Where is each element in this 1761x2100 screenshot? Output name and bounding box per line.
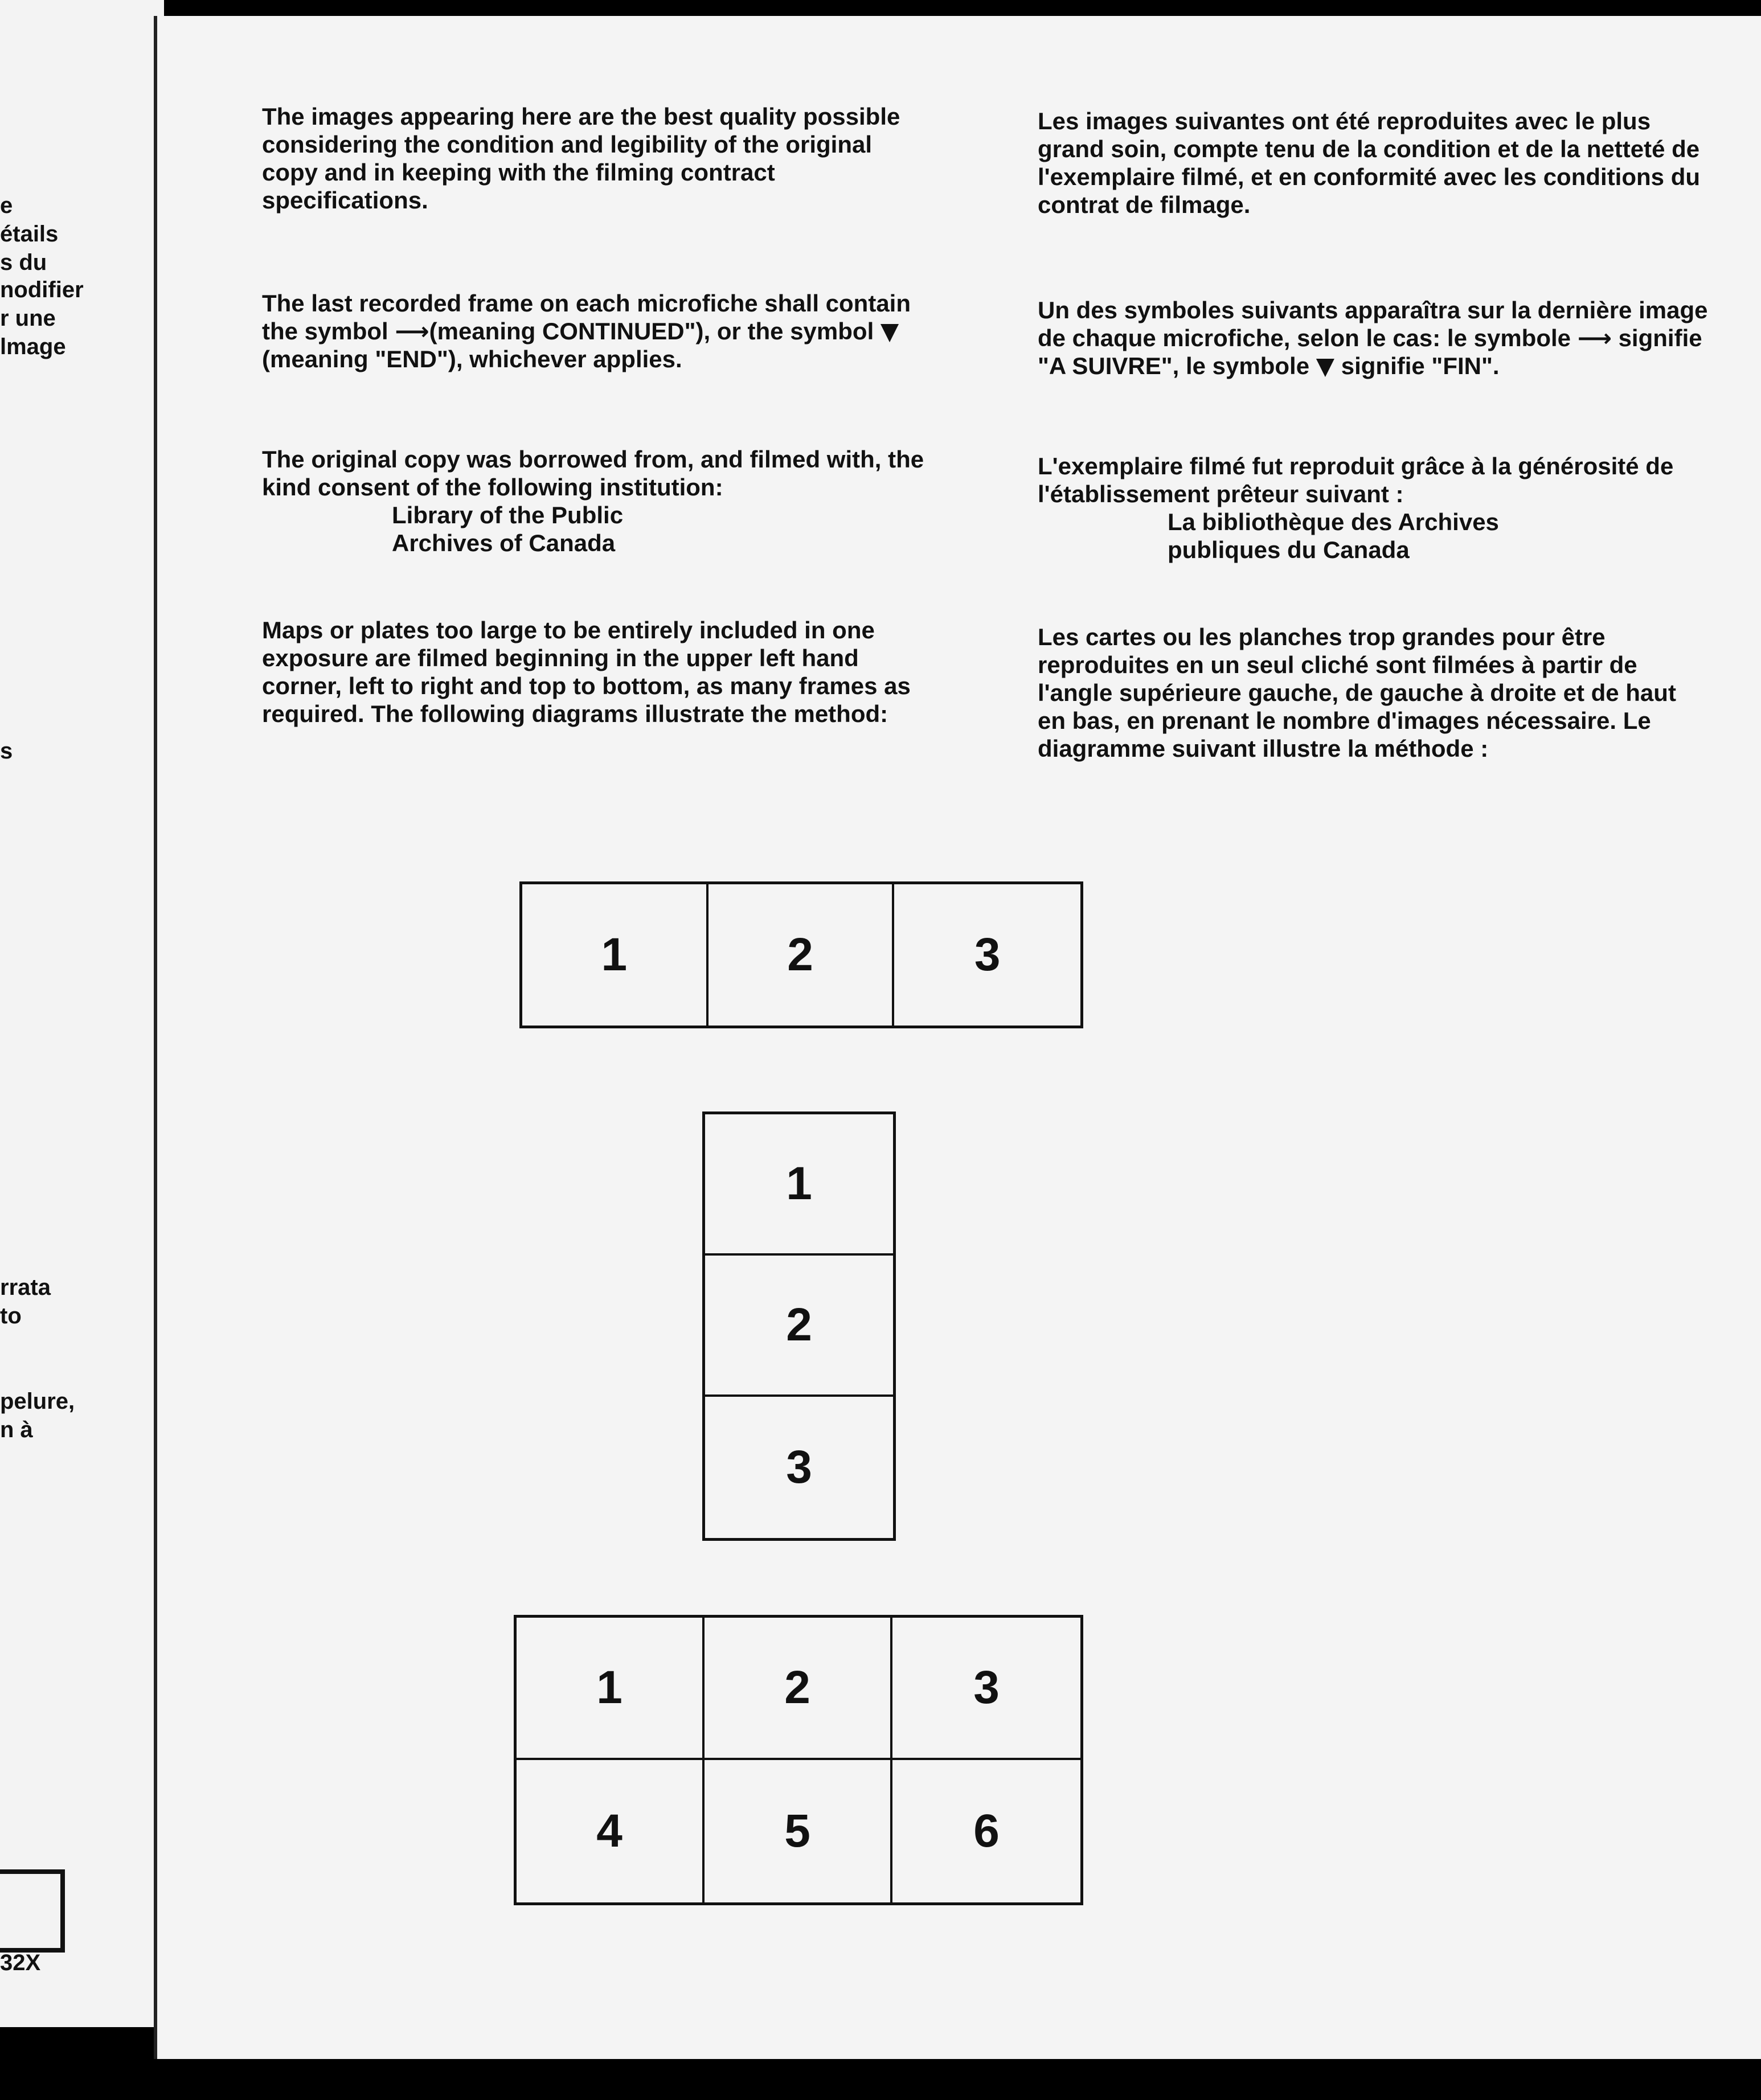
diagram-cell: 5 <box>705 1760 892 1902</box>
diagram-cell: 3 <box>892 1618 1080 1760</box>
left-text-fragment: e <box>0 193 13 218</box>
arrow-icon: ⟶ <box>1577 324 1612 352</box>
left-text-fragment: étails <box>0 222 59 247</box>
diagram-cell: 2 <box>709 884 895 1026</box>
diagram-cell: 3 <box>786 1441 812 1493</box>
diagram-cell: 2 <box>705 1256 893 1397</box>
french-institution-text: L'exemplaire filmé fut reproduit grâce à la générosité de l'établissement prêteur suivant : <box>1038 453 1674 507</box>
diagram-cell: 4 <box>517 1760 705 1902</box>
english-symbol-text: The last recorded frame on each microfiche shall contain the symbol <box>262 290 911 344</box>
diagram-cell: 1 <box>517 1618 705 1760</box>
english-maps-paragraph <box>262 616 934 728</box>
diagram-cell: 2 <box>705 1618 892 1760</box>
english-symbol-text-cont: (meaning CONTINUED"), or the symbol <box>429 318 881 344</box>
diagram-cell: 6 <box>973 1805 1000 1857</box>
english-institution-text: The original copy was borrowed from, and filmed with, the kind consent of the following institution: <box>262 446 924 501</box>
english-institution-paragraph <box>262 445 934 557</box>
english-institution-name-2: Archives of Canada <box>392 530 616 556</box>
english-symbol-text-end: (meaning "END"), whichever applies. <box>262 346 682 372</box>
english-quality-paragraph <box>262 102 934 214</box>
diagram-cell: 1 <box>522 884 709 1026</box>
left-text-fragment: lmage <box>0 334 66 359</box>
diagram-row-of-three <box>519 881 1083 1028</box>
reduction-label: 32X <box>0 1950 41 1975</box>
left-text-fragment: to <box>0 1303 22 1328</box>
end-triangle-icon: ▼ <box>1316 352 1335 380</box>
left-text-fragment: pelure, <box>0 1389 75 1414</box>
french-institution-name-1: La bibliothèque des Archives <box>1168 508 1499 535</box>
left-text-fragment: s <box>0 739 13 764</box>
end-triangle-icon: ▼ <box>880 317 899 345</box>
english-quality-text: The images appearing here are the best quality possible considering the condition and legibility of the original copy and in keeping with the filming contract specifications. <box>262 103 900 214</box>
french-maps-text: Les cartes ou les planches trop grandes pour être reproduites en un seul cliché sont filmées à partir de l'angle supérieure gauche, de gauche à droite et de haut en bas, en prenant le nombre d'images nécessaire. Le diagramme suivant illustre la méthode : <box>1038 624 1676 762</box>
french-quality-text: Les images suivantes ont été reproduites avec le plus grand soin, compte tenu de la condition et de la netteté de l'exemplaire filmé, et en conformité avec les conditions du contrat de filmage. <box>1038 108 1700 218</box>
french-symbol-text: Un des symboles suivants apparaîtra sur la dernière image de chaque microfiche, selon le cas: le symbole <box>1038 297 1708 351</box>
reduction-box <box>0 1869 65 1953</box>
left-text-fragment: n à <box>0 1417 33 1442</box>
french-maps-paragraph <box>1038 623 1710 762</box>
left-text-fragment: nodifier <box>0 277 84 302</box>
french-institution-name-2: publiques du Canada <box>1168 536 1410 563</box>
french-symbol-text-end: signifie "FIN". <box>1334 352 1500 379</box>
english-institution-name-1: Library of the Public <box>392 502 624 528</box>
left-text-fragment: rrata <box>0 1275 51 1300</box>
previous-page-fragment <box>0 0 164 2027</box>
french-institution-paragraph <box>1038 452 1710 564</box>
diagram-column-of-three <box>702 1111 896 1541</box>
french-symbol-paragraph <box>1038 296 1710 380</box>
diagram-cell: 1 <box>705 1114 893 1256</box>
french-symbol-text-cont: signifie "A SUIVRE", le symbole <box>1038 325 1702 379</box>
english-maps-text: Maps or plates too large to be entirely included in one exposure are filmed beginning in the upper left hand corner, left to right and top to bottom, as many frames as required. The following diagrams illustrate the method: <box>262 617 911 727</box>
french-quality-paragraph <box>1038 107 1710 219</box>
english-symbol-paragraph <box>262 289 934 373</box>
diagram-cell: 3 <box>974 929 1001 981</box>
left-text-fragment: s du <box>0 250 47 275</box>
arrow-icon: ⟶ <box>395 317 429 345</box>
left-text-fragment: r une <box>0 306 56 331</box>
diagram-grid-of-six <box>514 1615 1083 1905</box>
